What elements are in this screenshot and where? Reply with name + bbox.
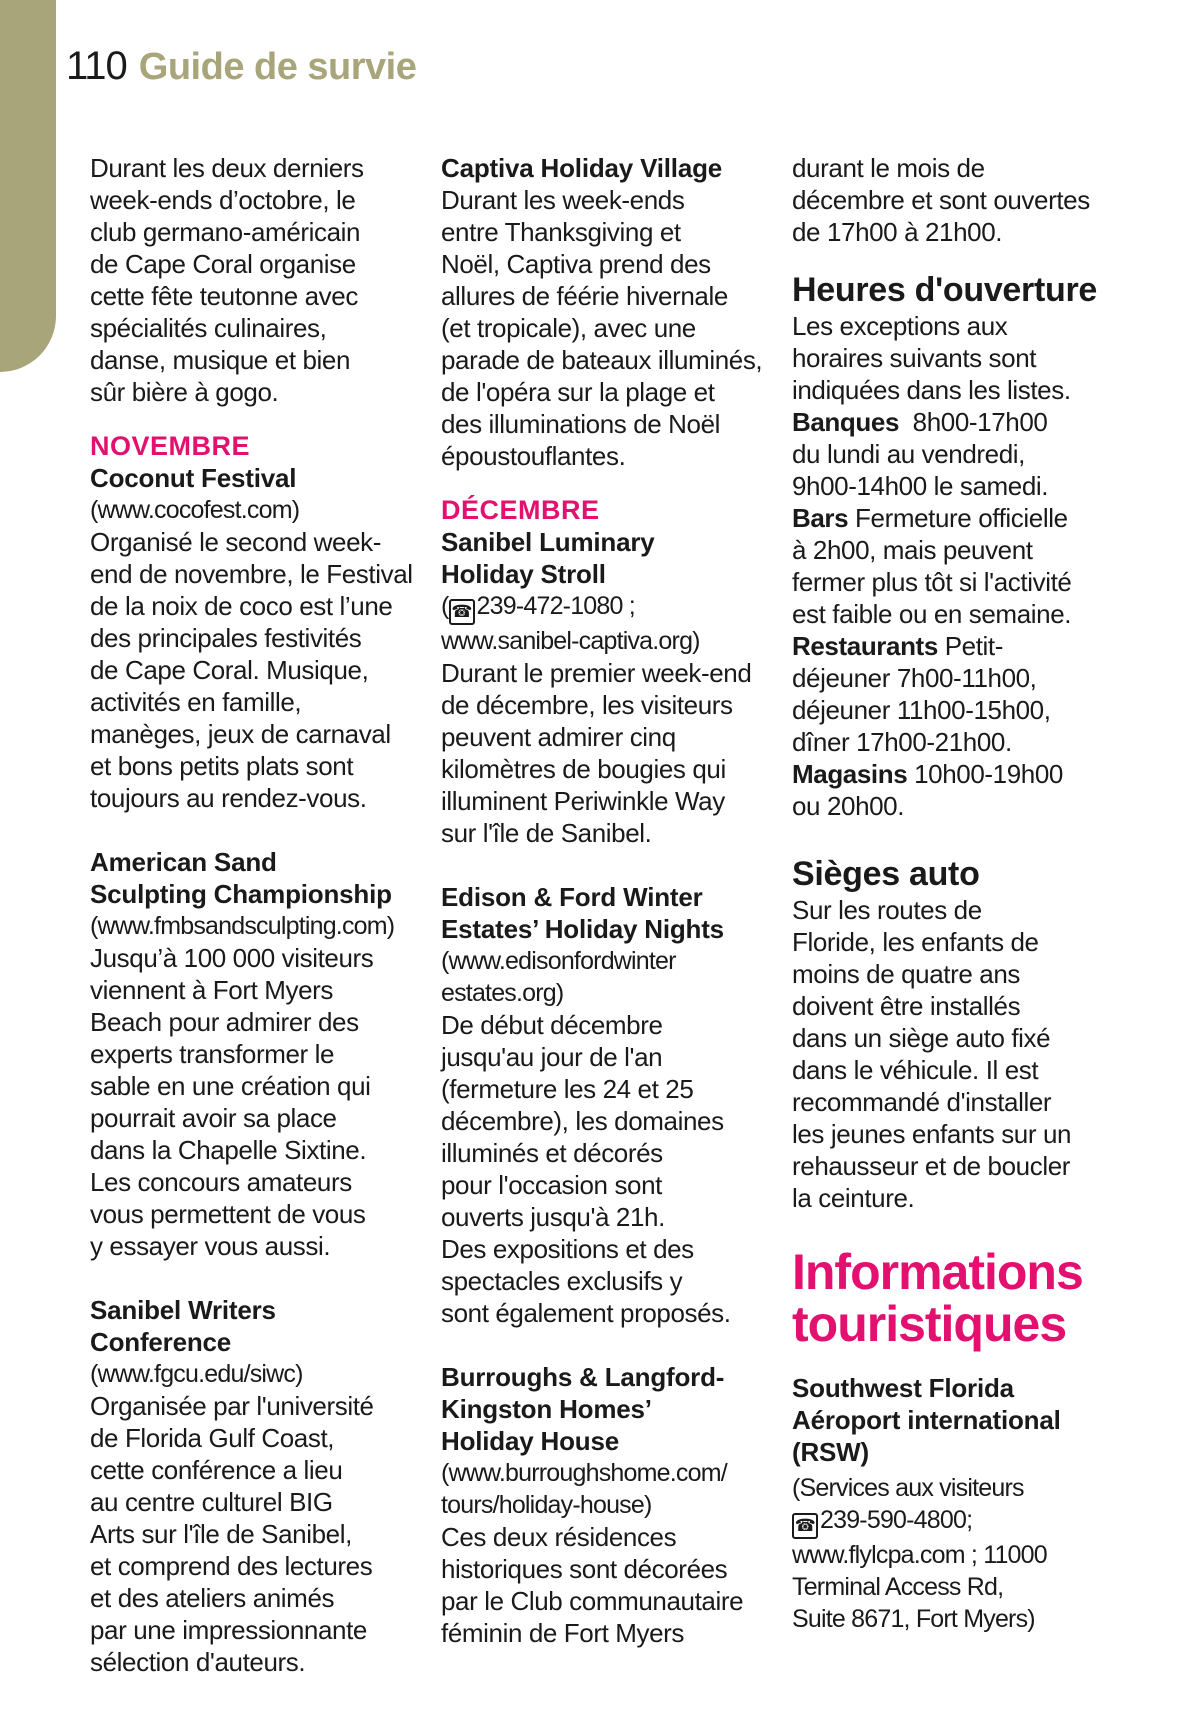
event-info-luminary: ( ☎ 239-472-1080 ; www.sanibel-captiva.org) xyxy=(441,592,700,655)
heading-sieges-auto: Sièges auto xyxy=(792,855,980,893)
october-intro: Durant les deux derniers week-ends d’octobre, le club germano-américain de Cape Coral organise cette fête teutonne avec spécialités culinaires, danse, musique et bien sûr bière à gogo. xyxy=(90,153,364,407)
event-info-coconut: (www.cocofest.com) xyxy=(90,496,300,524)
airport-title: Southwest Florida Aéroport international (RSW) xyxy=(792,1373,1061,1467)
heading-heures-ouverture: Heures d'ouverture xyxy=(792,271,1097,309)
column-1 xyxy=(90,152,415,1678)
event-info-writers: (www.fgcu.edu/siwc) xyxy=(90,1360,303,1388)
event-title-coconut: Coconut Festival xyxy=(90,463,297,493)
phone-icon: ☎ xyxy=(792,1513,818,1539)
event-title-edison: Edison & Ford Winter Estates’ Holiday Nights xyxy=(441,882,724,944)
event-info-burroughs: (www.burroughshome.com/ tours/holiday-house) xyxy=(441,1459,727,1519)
hours-restaurants: Restaurants Petit- déjeuner 7h00-11h00, déjeuner 11h00-15h00, dîner 17h00-21h00. xyxy=(792,631,1051,757)
event-title-luminary: Sanibel Luminary Holiday Stroll xyxy=(441,527,655,589)
event-desc-burroughs-cont: durant le mois de décembre et sont ouvertes de 17h00 à 21h00. xyxy=(792,153,1090,247)
event-desc-edison: De début décembre jusqu'au jour de l'an (fermeture les 24 et 25 décembre), les domaines illuminés et décorés pour l'occasion sont ouverts jusqu'à 21h. Des expositions et des spectacles exclusifs y sont également proposés. xyxy=(441,1010,731,1328)
event-title-writers: Sanibel Writers Conference xyxy=(90,1295,276,1357)
event-desc-captiva: Durant les week-ends entre Thanksgiving et Noël, Captiva prend des allures de féérie hivernale (et tropicale), avec une parade de bateaux illuminés, de l'opéra sur la plage et des illuminations de Noël époustouflantes. xyxy=(441,185,763,471)
month-heading-novembre: NOVEMBRE xyxy=(90,431,251,461)
event-title-sand: American Sand Sculpting Championship xyxy=(90,847,392,909)
event-title-burroughs: Burroughs & Langford- Kingston Homes’ Holiday House xyxy=(441,1362,725,1456)
month-heading-decembre: DÉCEMBRE xyxy=(441,495,600,525)
event-info-sand: (www.fmbsandsculpting.com) xyxy=(90,912,395,940)
airport-info: (Services aux visiteurs ☎ 239-590-4800; www.flylcpa.com ; 11000 Terminal Access Rd, Suite 8671, Fort Myers) xyxy=(792,1474,1047,1633)
side-tab xyxy=(0,0,56,372)
seats-desc: Sur les routes de Floride, les enfants de moins de quatre ans doivent être installés dans un siège auto fixé dans le véhicule. Il est recommandé d'installer les jeunes enfants sur un rehausseur et de boucler la ceinture. xyxy=(792,895,1072,1213)
column-3 xyxy=(792,152,1122,1635)
hours-shops: Magasins 10h00-19h00 ou 20h00. xyxy=(792,759,1063,821)
event-title-captiva: Captiva Holiday Village xyxy=(441,153,723,183)
event-desc-luminary: Durant le premier week-end de décembre, les visiteurs peuvent admirer cinq kilomètres de bougies qui illuminent Periwinkle Way sur l'île de Sanibel. xyxy=(441,658,752,848)
section-title: Guide de survie xyxy=(138,46,417,88)
page-header xyxy=(66,44,416,104)
heading-informations-touristiques: Informations touristiques xyxy=(792,1244,1083,1352)
page-number: 110 xyxy=(66,44,127,88)
column-2 xyxy=(441,152,763,1649)
phone-icon: ☎ xyxy=(449,599,475,625)
hours-bars: Bars Fermeture officielle à 2h00, mais peuvent fermer plus tôt si l'activité est faible ou en semaine. xyxy=(792,503,1072,629)
event-desc-sand: Jusqu’à 100 000 visiteurs viennent à Fort Myers Beach pour admirer des experts transformer le sable en une création qui pourrait avoir sa place dans la Chapelle Sixtine. Les concours amateurs vous permettent de vous y essayer vous aussi. xyxy=(90,943,374,1261)
event-info-edison: (www.edisonfordwinter estates.org) xyxy=(441,947,676,1007)
hours-banks: Banques 8h00-17h00 du lundi au vendredi, 9h00-14h00 le samedi. xyxy=(792,407,1049,501)
hours-intro: Les exceptions aux horaires suivants sont indiquées dans les listes. xyxy=(792,311,1071,405)
event-desc-coconut: Organisé le second week- end de novembre, le Festival de la noix de coco est l’une des principales festivités de Cape Coral. Musique, activités en famille, manèges, jeux de carnaval et bons petits plats sont toujours au rendez-vous. xyxy=(90,527,413,813)
event-desc-writers: Organisée par l'université de Florida Gulf Coast, cette conférence a lieu au centre culturel BIG Arts sur l'île de Sanibel, et comprend des lectures et des ateliers animés par une impressionnante sélection d'auteurs. xyxy=(90,1391,374,1677)
event-desc-burroughs: Ces deux résidences historiques sont décorées par le Club communautaire féminin de Fort Myers xyxy=(441,1522,744,1648)
